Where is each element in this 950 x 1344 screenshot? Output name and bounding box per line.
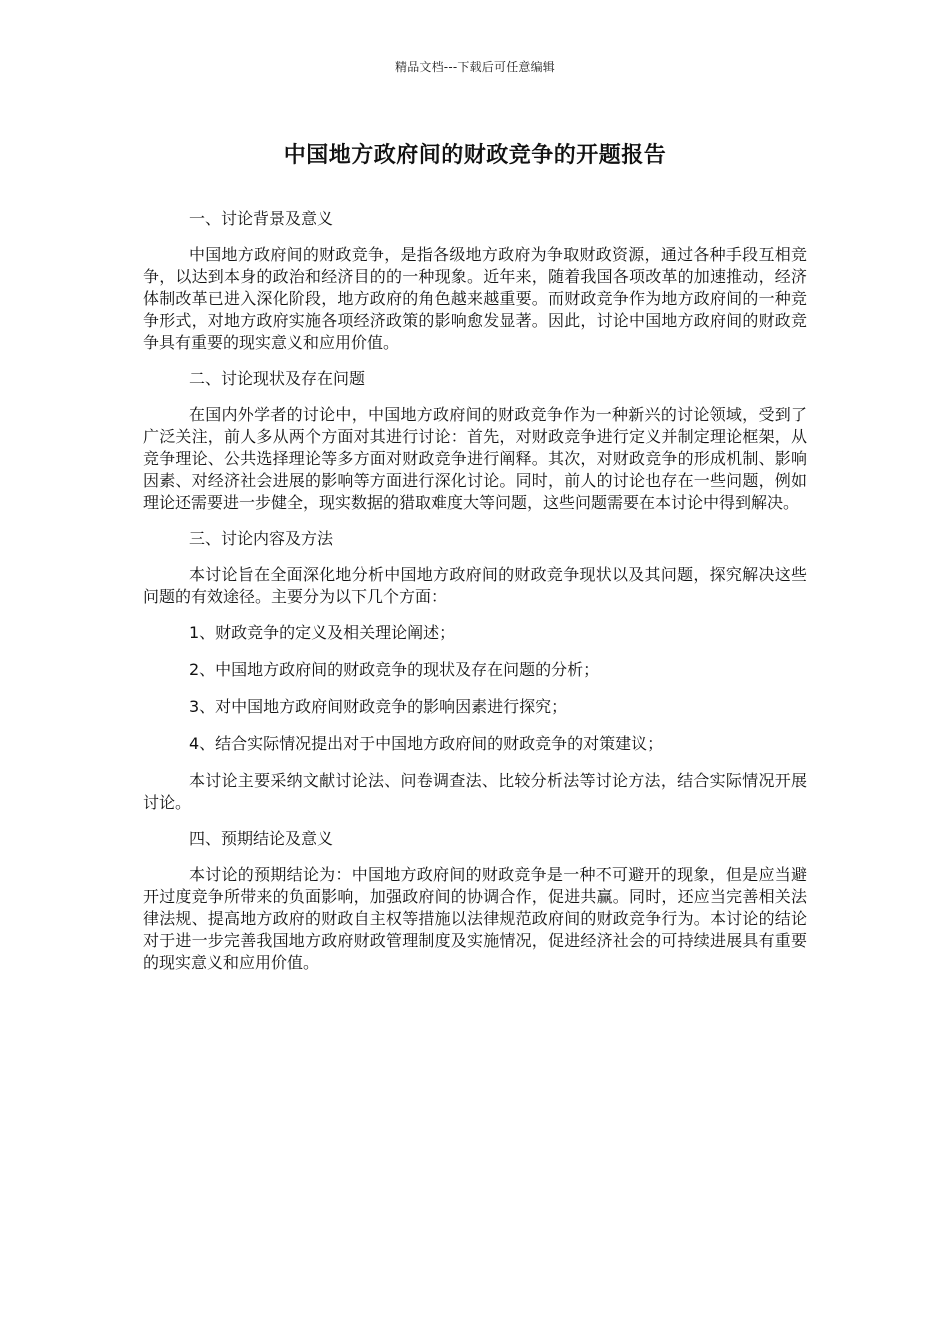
document-title: 中国地方政府间的财政竞争的开题报告	[283, 143, 667, 168]
section-heading-background: 一、讨论背景及意义	[189, 209, 334, 228]
section-paragraph-background: 中国地方政府间的财政竞争，是指各级地方政府为争取财政资源，通过各种手段互相竞争，以达到本身的政治和经济目的的一种现象。近年来，随着我国各项改革的加速推动，经济体制改革已进入深化阶段，地方政府的角色越来越重要。而财政竞争作为地方政府间的一种竞争形式，对地方政府实施各项经济政策的影响愈发显著。因此，讨论中国地方政府间的财政竞争具有重要的现实意义和应用价值。	[143, 245, 807, 352]
list-item: 4、结合实际情况提出对于中国地方政府间的财政竞争的对策建议；	[189, 734, 664, 753]
list-item: 3、对中国地方政府间财政竞争的影响因素进行探究；	[189, 697, 568, 716]
section-heading-methods: 三、讨论内容及方法	[189, 529, 334, 548]
header-note: 精品文档---下载后可任意编辑	[395, 60, 555, 74]
section-paragraph-methods-intro: 本讨论旨在全面深化地分析中国地方政府间的财政竞争现状以及其问题，探究解决这些问题的有效途径。主要分为以下几个方面：	[143, 565, 807, 606]
document-body	[143, 208, 807, 988]
section-paragraph-status: 在国内外学者的讨论中，中国地方政府间的财政竞争作为一种新兴的讨论领域，受到了广泛关注，前人多从两个方面对其进行讨论：首先，对财政竞争进行定义并制定理论框架，从竞争理论、公共选择理论等多方面对财政竞争进行阐释。其次，对财政竞争的形成机制、影响因素、对经济社会进展的影响等方面进行深化讨论。同时，前人的讨论也存在一些问题，例如理论还需要进一步健全，现实数据的猎取难度大等问题，这些问题需要在本讨论中得到解决。	[143, 405, 807, 512]
list-item: 1、财政竞争的定义及相关理论阐述；	[189, 623, 456, 642]
section-paragraph-methods-outro: 本讨论主要采纳文献讨论法、问卷调查法、比较分析法等讨论方法，结合实际情况开展讨论。	[143, 771, 807, 812]
section-paragraph-conclusion: 本讨论的预期结论为：中国地方政府间的财政竞争是一种不可避开的现象，但是应当避开过度竞争所带来的负面影响，加强政府间的协调合作，促进共赢。同时，还应当完善相关法律法规、提高地方政府的财政自主权等措施以法律规范政府间的财政竞争行为。本讨论的结论对于进一步完善我国地方政府财政管理制度及实施情况，促进经济社会的可持续进展具有重要的现实意义和应用价值。	[143, 865, 807, 972]
list-item: 2、中国地方政府间的财政竞争的现状及存在问题的分析；	[189, 660, 600, 679]
section-heading-status: 二、讨论现状及存在问题	[189, 369, 366, 388]
section-heading-conclusion: 四、预期结论及意义	[189, 829, 334, 848]
